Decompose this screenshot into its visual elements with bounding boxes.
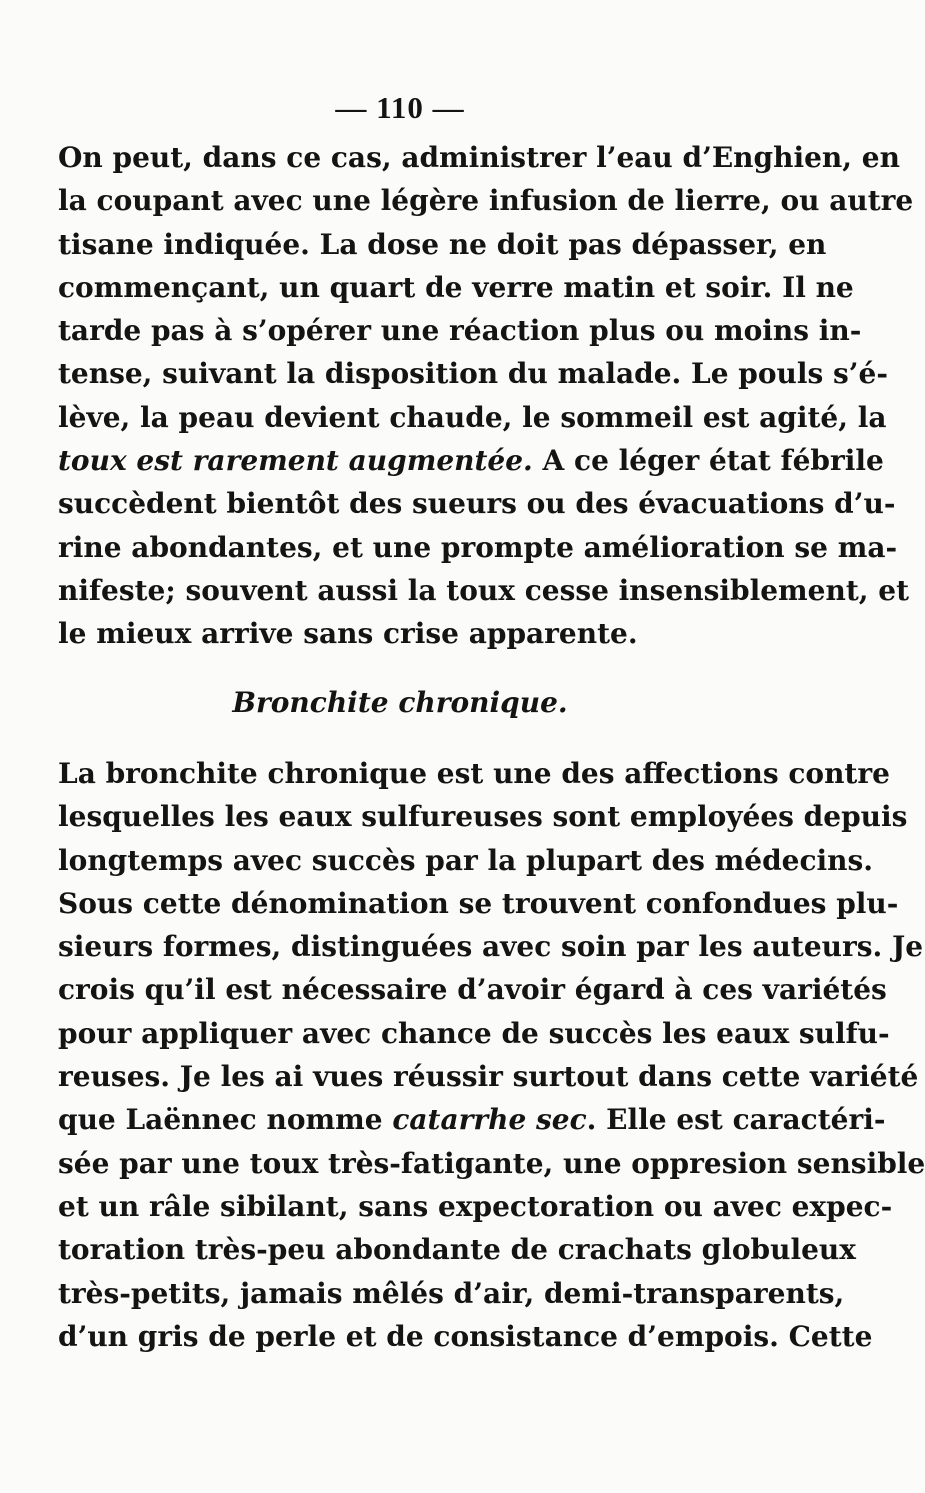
paragraph-1 [58,136,914,656]
text-line: longtemps avec succès par la plupart des médecins. [58,843,874,877]
text-segment: que Laënnec nomme [58,1103,393,1137]
text-line: tarde pas à s’opérer une réaction plus ou moins in- [58,314,862,348]
text-line: nifeste; souvent aussi la toux cesse insensiblement, et [58,573,910,607]
text-line: tense, suivant la disposition du malade. Le pouls s’é- [58,357,888,391]
text-line: commençant, un quart de verre matin et soir. Il ne [58,270,854,304]
text-line: très-petits, jamais mêlés d’air, demi-transparents, [58,1276,845,1310]
text-line-mixed [58,439,884,482]
text-line: rine abondantes, et une prompte amélioration se ma- [58,530,898,564]
text-line: pour appliquer avec chance de succès les eaux sulfu- [58,1016,890,1050]
text-line: succèdent bientôt des sueurs ou des évacuations d’u- [58,487,896,521]
text-line: et un râle sibilant, sans expectoration ou avec expec- [58,1189,893,1223]
text-line: reuses. Je les ai vues réussir surtout dans cette variété [58,1060,919,1094]
text-line: sieurs formes, distinguées avec soin par les auteurs. Je [58,930,924,964]
text-line: toration très-peu abondante de crachats globuleux [58,1233,856,1267]
page-number: — 110 — [335,90,465,125]
italic-phrase: catarrhe sec [392,1103,587,1137]
text-line: d’un gris de perle et de consistance d’empois. Cette [58,1319,873,1353]
text-line: lève, la peau devient chaude, le sommeil est agité, la [58,400,887,434]
italic-phrase: toux est rarement augmentée. [58,444,533,478]
text-line: tisane indiquée. La dose ne doit pas dépasser, en [58,227,827,261]
text-segment: A ce léger état fébrile [532,444,884,478]
text-line: sée par une toux très-fatigante, une oppresion sensible [58,1146,925,1180]
text-segment: . Elle est caractéri- [586,1103,886,1137]
text-line-mixed [58,1098,886,1141]
text-line: crois qu’il est nécessaire d’avoir égard à ces variétés [58,973,887,1007]
text-line: Sous cette dénomination se trouvent confondues plu- [58,886,899,920]
paragraph-2 [58,752,925,1358]
text-line: On peut, dans ce cas, administrer l’eau d’Enghien, en [58,141,900,174]
text-line: La bronchite chronique est une des affections contre [58,757,890,790]
text-line: la coupant avec une légère infusion de lierre, ou autre [58,184,914,218]
text-line: lesquelles les eaux sulfureuses sont employées depuis [58,800,908,834]
text-line: le mieux arrive sans crise apparente. [58,617,638,651]
section-heading: Bronchite chronique. [232,686,568,719]
